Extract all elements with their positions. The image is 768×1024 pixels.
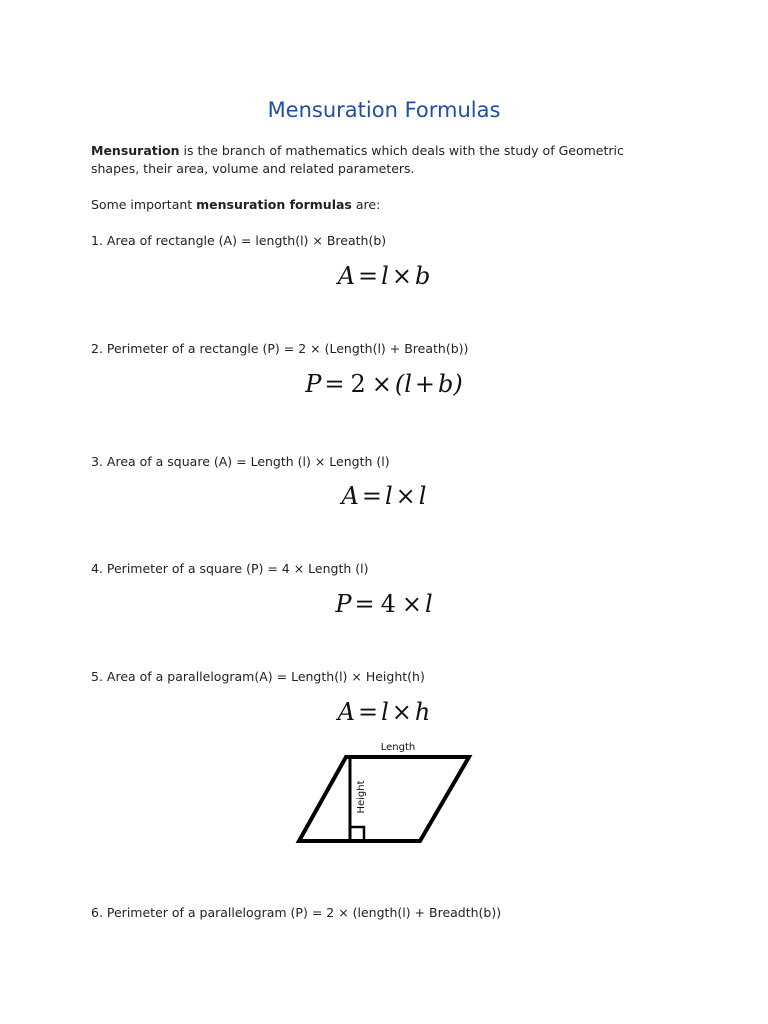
formula-3-term: × [395, 482, 416, 510]
formula-4-term: P [335, 590, 352, 618]
formula-2-expression [0, 370, 768, 398]
formula-4-text: 4. Perimeter of a square (P) = 4 × Length (l) [91, 561, 369, 576]
formula-2-term: = [324, 370, 345, 398]
formula-4-term: × [401, 590, 422, 618]
intro-line-1 [91, 142, 624, 160]
page-title: Mensuration Formulas [267, 98, 501, 122]
formula-1-term: = [358, 262, 379, 290]
formula-3-expression [0, 482, 768, 510]
formula-1-text: 1. Area of rectangle (A) = length(l) × Breath(b) [91, 233, 387, 248]
important-prefix: Some important [91, 197, 197, 212]
formula-1-expression [0, 262, 768, 290]
formula-2-term: + [414, 370, 436, 398]
intro-line-2: shapes, their area, volume and related parameters. [91, 161, 415, 176]
formula-1-term: × [391, 262, 412, 290]
formula-4-expression [0, 590, 768, 618]
formula-2-term: 2 [350, 370, 366, 398]
formula-6-text: 6. Perimeter of a parallelogram (P) = 2 × (length(l) + Breadth(b)) [91, 905, 502, 920]
intro-term: Mensuration [91, 143, 180, 158]
formula-1-term: l [381, 262, 389, 290]
formula-5-term: A [337, 698, 355, 726]
formula-4-term: 4 [380, 590, 396, 618]
formula-1-term: A [337, 262, 356, 290]
formula-4-term: l [424, 590, 433, 618]
formula-5-term: h [414, 698, 431, 726]
height-label: Height [356, 780, 367, 814]
formula-3-term: = [361, 482, 382, 510]
formula-5-term: × [391, 698, 412, 726]
formula-5-term: l [381, 698, 389, 726]
intro-line-1-text: is the branch of mathematics which deals with the study of Geometric [179, 143, 624, 158]
parallelogram-shape [299, 757, 469, 841]
formula-5-text: 5. Area of a parallelogram(A) = Length(l) × Height(h) [91, 669, 425, 684]
formula-2-term: P [305, 370, 322, 398]
parallelogram-diagram [294, 738, 474, 848]
formula-2-term: b) [438, 370, 463, 398]
formula-5-expression [0, 698, 768, 726]
formula-3-text: 3. Area of a square (A) = Length (l) × Length (l) [91, 454, 390, 469]
formula-3-term: l [384, 482, 393, 510]
formula-4-term: = [354, 590, 375, 618]
important-bold: mensuration formulas [196, 197, 352, 212]
right-angle-marker [350, 827, 364, 841]
length-label: Length [380, 742, 416, 753]
formula-3-term: A [341, 482, 359, 510]
formula-2-text: 2. Perimeter of a rectangle (P) = 2 × (Length(l) + Breath(b)) [91, 341, 469, 356]
formula-3-term: l [418, 482, 427, 510]
formula-1-term: b [414, 262, 431, 290]
important-suffix: are: [351, 197, 381, 212]
formula-2-term: (l [394, 370, 412, 398]
important-formulas-line [91, 196, 380, 214]
formula-5-term: = [357, 698, 379, 726]
formula-2-term: × [371, 370, 392, 398]
